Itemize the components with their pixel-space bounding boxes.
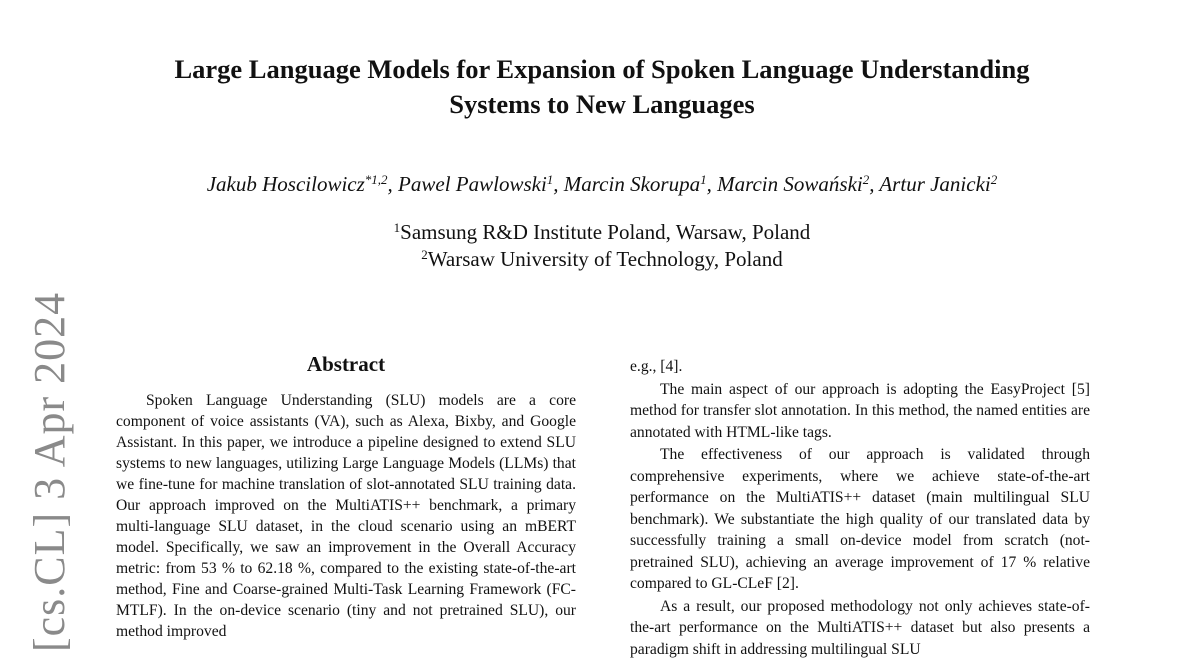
right-column xyxy=(630,356,1090,660)
affiliation-list xyxy=(200,219,1004,273)
paper-title xyxy=(100,52,1104,122)
author-affiliation-mark: 2 xyxy=(863,172,870,187)
paper-title-line-1: Large Language Models for Expansion of Spoken Language Understanding xyxy=(174,54,1029,84)
affiliation-mark: 1 xyxy=(394,220,401,235)
affiliation xyxy=(200,219,1004,246)
author-affiliation-mark: 2 xyxy=(991,172,998,187)
author xyxy=(717,172,879,196)
author-name: Marcin Skorupa xyxy=(564,172,700,196)
author-affiliation-mark: 1 xyxy=(547,172,554,187)
author-separator: , xyxy=(707,172,718,196)
author xyxy=(207,172,398,196)
affiliation-mark: 2 xyxy=(421,247,428,262)
author-list xyxy=(80,170,1124,198)
body-paragraph: e.g., [4]. xyxy=(630,356,1090,378)
affiliation xyxy=(200,246,1004,273)
author xyxy=(564,172,717,196)
author-name: Jakub Hoscilowicz xyxy=(207,172,365,196)
body-paragraph: As a result, our proposed methodology not only achieves state-of-the-art performance on the MultiATIS++ dataset but also presents a paradigm shift in addressing multilingual SLU xyxy=(630,596,1090,660)
abstract-text: Spoken Language Understanding (SLU) models are a core component of voice assistants (VA), such as Alexa, Bixby, and Google Assistant. In this paper, we introduce a pipeline designed to extend SLU systems to new languages, utilizing Large Language Models (LLMs) that we fine-tune for machine translation of slot-annotated SLU training data. Our approach improved on the MultiATIS++ benchmark, a primary multi-language SLU dataset, in the cloud scenario using an mBERT model. Specifically, we saw an improvement in the Overall Accuracy metric: from 53 % to 62.18 %, compared to the existing state-of-the-art method, Fine and Coarse-grained Multi-Task Learning Framework (FC-MTLF). In the on-device scenario (tiny and not pretrained SLU), our method improved xyxy=(116,390,576,642)
body-paragraph: The main aspect of our approach is adopting the EasyProject [5] method for transfer slot annotation. In this method, the named entities are annotated with HTML-like tags. xyxy=(630,379,1090,444)
paper-title-line-2: Systems to New Languages xyxy=(449,89,755,119)
author-name: Marcin Sowański xyxy=(717,172,863,196)
affiliation-text: Samsung R&D Institute Poland, Warsaw, Poland xyxy=(400,220,810,244)
author-affiliation-mark: *1,2 xyxy=(365,172,388,187)
author-name: Pawel Pawlowski xyxy=(398,172,547,196)
left-column xyxy=(116,350,576,642)
author xyxy=(879,172,997,196)
author-separator: , xyxy=(869,172,879,196)
author-affiliation-mark: 1 xyxy=(700,172,707,187)
author-separator: , xyxy=(553,172,564,196)
body-paragraph: The effectiveness of our approach is validated through comprehensive experiments, where we achieve state-of-the-art performance on the MultiATIS++ dataset (main multilingual SLU benchmark). We substantiate the high quality of our translated data by successfully training a small on-device model from scratch (not-pretrained SLU), achieving an average improvement of 17 % relative compared to GL-CLeF [2]. xyxy=(630,444,1090,595)
author-separator: , xyxy=(388,172,399,196)
author xyxy=(398,172,564,196)
arxiv-side-stamp xyxy=(24,390,84,648)
arxiv-stamp-text: [cs.CL] 3 Apr 2024 xyxy=(24,292,75,652)
affiliation-text: Warsaw University of Technology, Poland xyxy=(428,247,783,271)
abstract-heading: Abstract xyxy=(116,350,576,378)
author-name: Artur Janicki xyxy=(879,172,990,196)
